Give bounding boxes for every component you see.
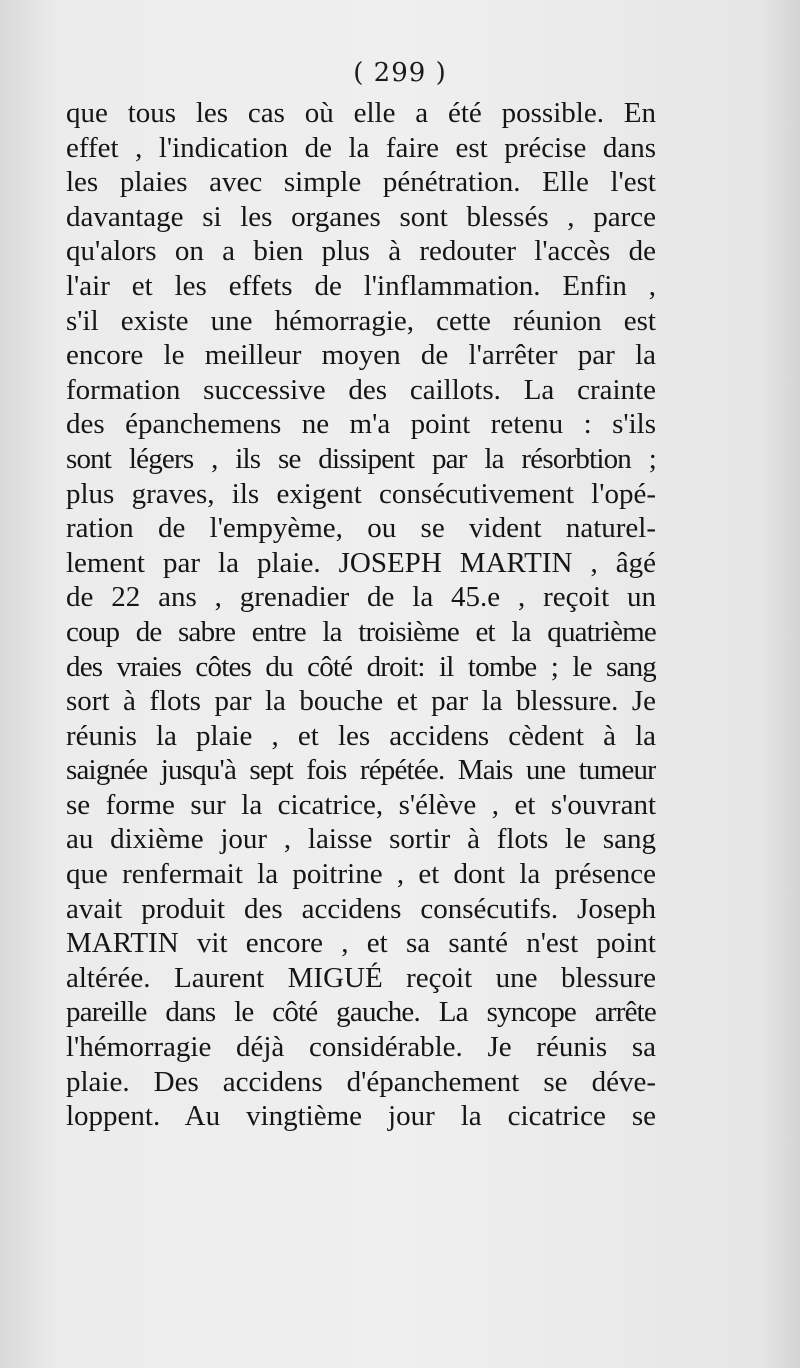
text-line: réunis la plaie , et les accidens cèdent à la (66, 719, 656, 752)
body-text (66, 96, 656, 1134)
text-line: se forme sur la cicatrice, s'élève , et s'ouvrant (66, 788, 656, 821)
text-line: des épanchemens ne m'a point retenu : s'ils (66, 408, 656, 441)
page-number: ( 299 ) (353, 58, 447, 88)
text-line: que tous les cas où elle a été possible. En (66, 97, 656, 129)
text-line: de 22 ans , grenadier de la 45.e , reçoit un (66, 581, 656, 614)
text-line: sort à flots par la bouche et par la blessure. Je (66, 685, 656, 718)
text-line: loppent. Au vingtième jour la cicatrice se (66, 1100, 656, 1133)
text-line: s'il existe une hémorragie, cette réunion est (66, 304, 656, 337)
text-line: formation successive des caillots. La crainte (66, 373, 656, 406)
text-line: sont légers , ils se dissipent par la résorbtion ; (66, 442, 656, 475)
text-line: saignée jusqu'à sept fois répétée. Mais une tumeur (66, 754, 656, 787)
text-line: ration de l'empyème, ou se vident naturel- (66, 512, 656, 545)
text-line: que renfermait la poitrine , et dont la présence (66, 858, 656, 891)
text-line: coup de sabre entre la troisième et la quatrième (66, 615, 656, 648)
text-line: plus graves, ils exigent consécutivement l'opé- (66, 477, 656, 510)
text-line: avait produit des accidens consécutifs. Joseph (66, 892, 656, 925)
text-line: altérée. Laurent MIGUÉ reçoit une blessure (66, 961, 656, 994)
text-line: davantage si les organes sont blessés , parce (66, 200, 656, 233)
text-line: au dixième jour , laisse sortir à flots le sang (66, 823, 656, 856)
text-line: encore le meilleur moyen de l'arrêter par la (66, 339, 656, 372)
text-line: lement par la plaie. JOSEPH MARTIN , âgé (66, 546, 656, 579)
text-line: qu'alors on a bien plus à redouter l'accès de (66, 235, 656, 268)
text-line: plaie. Des accidens d'épanchement se déve- (66, 1065, 656, 1098)
text-line: l'hémorragie déjà considérable. Je réunis sa (66, 1031, 656, 1064)
text-line: effet , l'indication de la faire est précise dans (66, 131, 656, 164)
text-line: pareille dans le côté gauche. La syncope arrête (66, 996, 656, 1029)
text-line: les plaies avec simple pénétration. Elle l'est (66, 166, 656, 199)
text-line: des vraies côtes du côté droit: il tombe ; le sang (66, 650, 656, 683)
text-line: l'air et les effets de l'inflammation. Enfin , (66, 269, 656, 302)
text-line: MARTIN vit encore , et sa santé n'est point (66, 927, 656, 960)
